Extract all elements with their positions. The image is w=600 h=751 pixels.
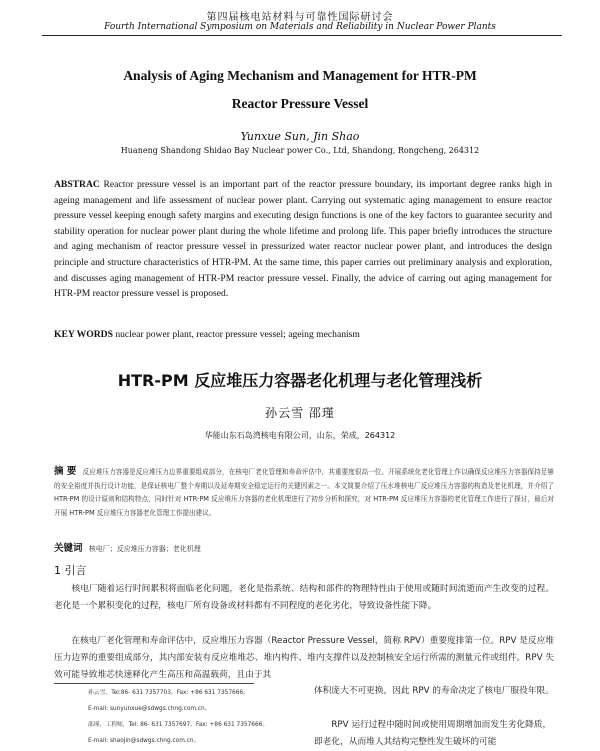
section-heading-intro: 1 引言 xyxy=(54,564,87,577)
paper-title-cn: HTR-PM 反应堆压力容器老化机理与老化管理浅析 xyxy=(117,371,483,390)
right-column-text-2-span: RPV 运行过程中随时间或使用周期增加而发生劣化降质，即老化，从而堆人其结构完整性发生破坏的可能 xyxy=(314,720,552,747)
paragraph-2 xyxy=(54,633,554,684)
keywords-cn-text: 核电厂；反应堆压力容器；老化机理 xyxy=(88,545,201,553)
affiliation-cn: 华能山东石岛湾核电有限公司，山东，荣成，264312 xyxy=(204,431,396,440)
authors-en: Yunxue Sun, Jin Shao xyxy=(240,130,360,143)
keywords-cn xyxy=(54,540,552,554)
conference-header-en: Fourth International Symposium on Materials and Reliability in Nuclear Power Plants xyxy=(104,22,496,32)
keywords-en xyxy=(54,329,552,340)
paragraph-2-text: 在核电厂老化管理和寿命评估中，反应堆压力容器（Reactor Pressure Vessel，简称 RPV）重要度排第一位。RPV 是反应堆压力边界的重要组成部分，其内部安装有反应堆堆芯、堆内构件、堆内支撑件以及控制核安全运行所需的测量元件或组件。RPV 失效可能导致堆芯快速释化产生高压和高温载荷，且由于其 xyxy=(54,636,554,680)
abstract-cn-text: 反应堆压力容器是反应堆压力边界重要组成部分，在核电厂老化管理和寿命评估中，其重要度很高一位。开展系统化老化管理上作以确保反应堆压力容器保持足够的安全裕度并执行设计功能，是保证核电厂整个寿期以及延寿期安全稳定运行的关键因素之一。本文简要介绍了压水堆核电厂反应堆压力容器的构造及老化机理，并介绍了 HTR-PM 的设计原则和结构特点，同时针对 HTR-PM 反应堆压力容器的老化机理进行了初步分析和探究，对 HTR-PM 反应堆压力容器的老化管理工作进行了探讨，最后对开展 HTR-PM 反应堆压力容器老化管理工作提出建议。 xyxy=(54,468,554,517)
keywords-cn-label: 关键词 xyxy=(54,543,83,554)
abstract-text: Reactor pressure vessel is an important part of the reactor pressure boundary, its important degree ranks high in ageing management and life assessment of nuclear power plant. Carrying out systematic aging management to ensure reactor pressure vessel keeping enough safety margins and executing design functions is one of the key factors to guarantee security and stability operation for nuclear power plant during the whole lifetime and prolong life. This paper briefly introduces the structure and aging mechanism of reactor pressure vessel in pressurized water reactor nuclear power plant, and introduces the design principle and structure characteristics of HTR-PM. At the same time, this paper carries out preliminary analysis and exploration, and discusses aging management of HTR-PM reactor pressure vessel. Finally, the advice of carring out aging management for HTR-PM reactor pressure vessel is proposed. xyxy=(54,179,552,300)
paper-title-en xyxy=(40,62,560,118)
affiliation-en: Huaneng Shandong Shidao Bay Nuclear power Co., Ltd, Shandong, Rongcheng, 264312 xyxy=(120,146,480,155)
abstract-cn xyxy=(54,465,554,520)
footnote-author1: 孙云雪，Tel:86- 631 7357703，Fax: +86 631 7357666。 xyxy=(88,690,249,696)
keywords-label: KEY WORDS xyxy=(54,329,113,340)
paragraph-1-text: 核电厂随着运行时间累积将面临老化问题，老化是指系统、结构和部件的物理特性由于使用或随时间流逝而产生改变的过程。老化是一个累积变化的过程，核电厂所有设备或材料都有不同程度的老化劣化，导致设备性能下降。 xyxy=(54,584,554,611)
right-column-text-2 xyxy=(314,717,554,751)
right-column-text-1: 体积庞大不可更换，因此 RPV 的寿命决定了核电厂服役年限。 xyxy=(314,686,554,696)
authors-cn: 孙云雪 邵瑾 xyxy=(265,406,335,420)
header-rule xyxy=(42,35,562,36)
paper-title-en-line2: Reactor Pressure Vessel xyxy=(231,96,369,111)
conference-header-cn: 第四届核电站材料与可靠性国际研讨会 xyxy=(206,12,394,23)
footnote-rule xyxy=(54,683,254,684)
abstract-label: ABSTRAC xyxy=(54,179,100,190)
abstract-en xyxy=(54,177,552,302)
footnote-email2: E-mail: shaojin@sdwgs.chng.com.cn。 xyxy=(88,738,200,744)
abstract-cn-label: 摘 要 xyxy=(54,466,77,477)
keywords-text: nuclear power plant, reactor pressure vessel; ageing mechanism xyxy=(115,329,360,340)
footnote-author2: 邵瑾，工程师，Tel: 86- 631 7357697，Fax: +86 631 7357666。 xyxy=(88,722,269,728)
paper-title-en-line1: Analysis of Aging Mechanism and Management for HTR-PM xyxy=(123,68,477,83)
footnote-email1: E-mail: sunyunxue@sdwgs.chng.com.cn。 xyxy=(88,706,211,712)
paragraph-1 xyxy=(54,581,554,615)
